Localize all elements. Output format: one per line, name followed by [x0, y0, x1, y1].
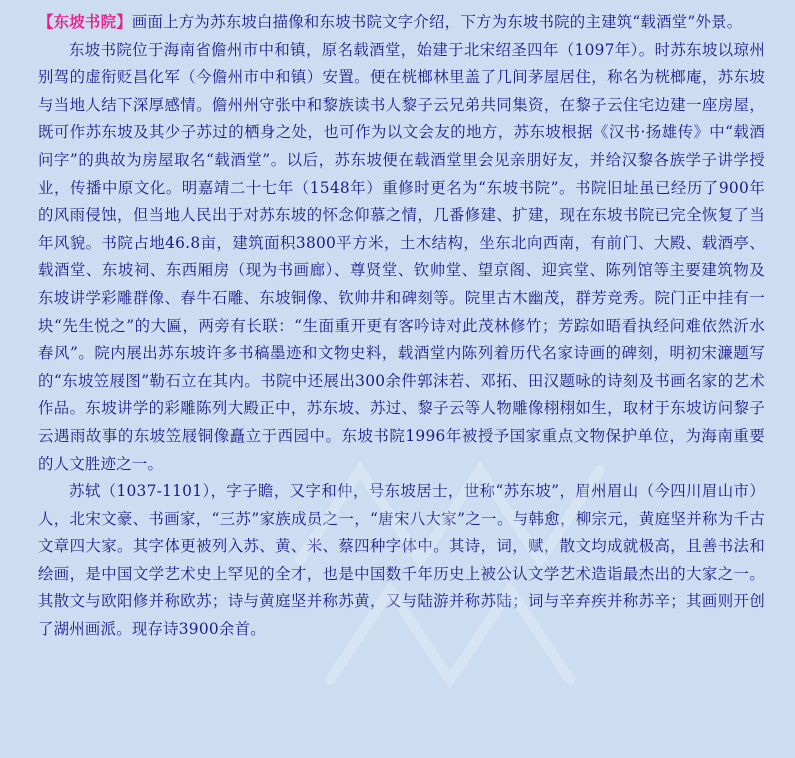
paragraph-su-shi: 苏轼（1037-1101），字子瞻，又字和仲，号东坡居士，世称“苏东坡”，眉州眉山（今四川眉山市）人，北宋文豪、书画家，“三苏”家族成员之一，“唐宋八大家”之一。与韩愈，柳宗元，黄庭坚并称为千古文章四大家。其字体更被列入苏、黄、米、蔡四种字体中。其诗，词，赋，散文均成就极高，且善书法和绘画，是中国文学艺术史上罕见的全才，也是中国数千年历史上被公认文学艺术造诣最杰出的大家之一。其散文与欧阳修并称欧苏；诗与黄庭坚并称苏黄，又与陆游并称苏陆；词与辛弃疾并称苏辛；其画则开创了湖州画派。现存诗3900余首。: [38, 482, 765, 639]
intro-paragraph: [38, 9, 765, 37]
intro-text: 画面上方为苏东坡白描像和东坡书院文字介绍，下方为东坡书院的主建筑“载酒堂”外景。: [131, 13, 743, 31]
section-tag: 【东坡书院】: [38, 13, 132, 31]
paragraph-academy: 东坡书院位于海南省儋州市中和镇，原名载酒堂，始建于北宋绍圣四年（1097年）。时苏东坡以琼州别驾的虚衔贬昌化军（今儋州市中和镇）安置。便在桄榔林里盖了几间茅屋居住，称名为桄榔庵，苏东坡与当地人结下深厚感情。儋州州守张中和黎族读书人黎子云兄弟共同集资，在黎子云住宅边建一座房屋，既可作苏东坡及其少子苏过的栖身之处，也可作为以文会友的地方，苏东坡根据《汉书·扬雄传》中“载酒问字”的典故为房屋取名“载酒堂”。以后，苏东坡便在载酒堂里会见亲朋好友，并给汉黎各族学子讲学授业，传播中原文化。明嘉靖二十七年（1548年）重修时更名为“东坡书院”。书院旧址虽已经历了900年的风雨侵蚀，但当地人民出于对苏东坡的怀念仰慕之情，几番修建、扩建，现在东坡书院已完全恢复了当年风貌。书院占地46.8亩，建筑面积3800平方米，土木结构，坐东北向西南，有前门、大殿、载酒亭、载酒堂、东坡祠、东西厢房（现为书画廊）、尊贤堂、钦帅堂、望京阁、迎宾堂、陈列馆等主要建筑物及东坡讲学彩雕群像、春牛石雕、东坡铜像、钦帅井和碑刻等。院里古木幽茂，群芳竞秀。院门正中挂有一块“先生悦之”的大匾，两旁有长联：“生面重开更有客吟诗对此茂林修竹；芳踪如晤看执经问难依然沂水春风”。院内展出苏东坡许多书稿墨迹和文物史料，载酒堂内陈列着历代名家诗画的碑刻，明初宋濂题写的“东坡笠屐图”勒石立在其内。书院中还展出300余件郭沫若、邓拓、田汉题咏的诗刻及书画名家的艺术作品。东坡讲学的彩雕陈列大殿正中，苏东坡、苏过、黎子云等人物雕像栩栩如生，取材于东坡访问黎子云遇雨故事的东坡笠屐铜像矗立于西园中。东坡书院1996年被授予国家重点文物保护单位，为海南重要的人文胜迹之一。: [38, 40, 765, 473]
